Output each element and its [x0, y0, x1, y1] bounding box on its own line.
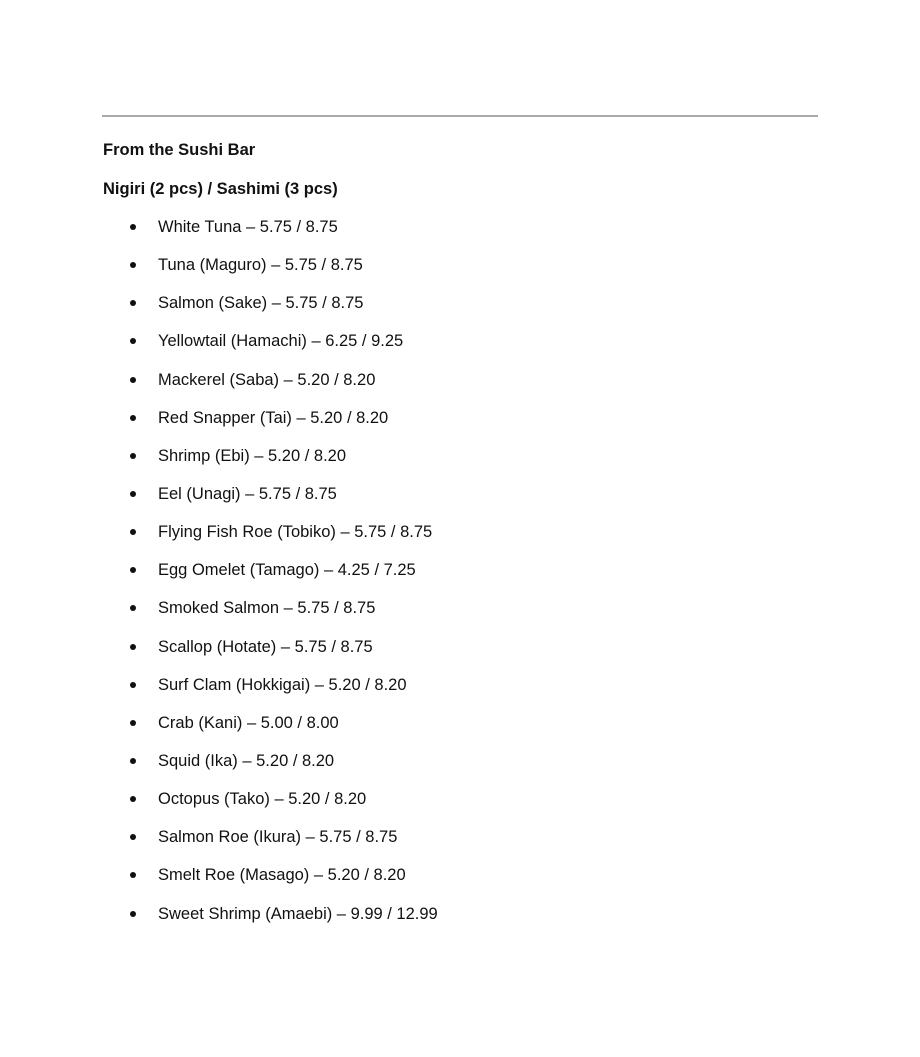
bullet-icon — [130, 415, 136, 421]
bullet-icon — [130, 491, 136, 497]
bullet-icon — [130, 453, 136, 459]
bullet-icon — [130, 911, 136, 917]
section-title: From the Sushi Bar — [103, 141, 256, 159]
menu-item-text: Yellowtail (Hamachi) – 6.25 / 9.25 — [158, 332, 404, 351]
bullet-icon — [130, 338, 136, 344]
menu-item-text: Flying Fish Roe (Tobiko) – 5.75 / 8.75 — [158, 523, 433, 542]
bullet-icon — [130, 758, 136, 764]
bullet-icon — [130, 224, 136, 230]
subsection-title: Nigiri (2 pcs) / Sashimi (3 pcs) — [103, 180, 338, 198]
bullet-icon — [130, 834, 136, 840]
bullet-icon — [130, 300, 136, 306]
menu-item-text: Crab (Kani) – 5.00 / 8.00 — [158, 713, 339, 732]
menu-item-text: Sweet Shrimp (Amaebi) – 9.99 / 12.99 — [158, 904, 438, 923]
menu-item-text: Egg Omelet (Tamago) – 4.25 / 7.25 — [158, 561, 416, 580]
menu-item-text: Tuna (Maguro) – 5.75 / 8.75 — [158, 256, 363, 275]
bullet-icon — [130, 377, 136, 383]
menu-item-text: Octopus (Tako) – 5.20 / 8.20 — [158, 790, 367, 809]
menu-item-text: White Tuna – 5.75 / 8.75 — [158, 218, 338, 236]
menu-item-text: Shrimp (Ebi) – 5.20 / 8.20 — [158, 446, 347, 465]
horizontal-rule — [102, 115, 818, 117]
bullet-icon — [130, 262, 136, 268]
menu-item-text: Salmon (Sake) – 5.75 / 8.75 — [158, 294, 364, 313]
menu-item-text: Salmon Roe (Ikura) – 5.75 / 8.75 — [158, 828, 398, 847]
bullet-icon — [130, 605, 136, 611]
bullet-icon — [130, 529, 136, 535]
bullet-icon — [130, 682, 136, 688]
bullet-icon — [130, 796, 136, 802]
menu-item-text: Smelt Roe (Masago) – 5.20 / 8.20 — [158, 866, 406, 885]
bullet-icon — [130, 567, 136, 573]
bullet-icon — [130, 872, 136, 878]
menu-item-text: Surf Clam (Hokkigai) – 5.20 / 8.20 — [158, 675, 407, 694]
menu-item-text: Eel (Unagi) – 5.75 / 8.75 — [158, 484, 337, 503]
bullet-icon — [130, 644, 136, 650]
menu-item-text: Red Snapper (Tai) – 5.20 / 8.20 — [158, 408, 389, 427]
menu-item-text: Scallop (Hotate) – 5.75 / 8.75 — [158, 637, 373, 656]
menu-item-text: Smoked Salmon – 5.75 / 8.75 — [158, 599, 376, 618]
menu-item-text: Squid (Ika) – 5.20 / 8.20 — [158, 751, 335, 770]
menu-item-text: Mackerel (Saba) – 5.20 / 8.20 — [158, 370, 376, 389]
bullet-icon — [130, 720, 136, 726]
